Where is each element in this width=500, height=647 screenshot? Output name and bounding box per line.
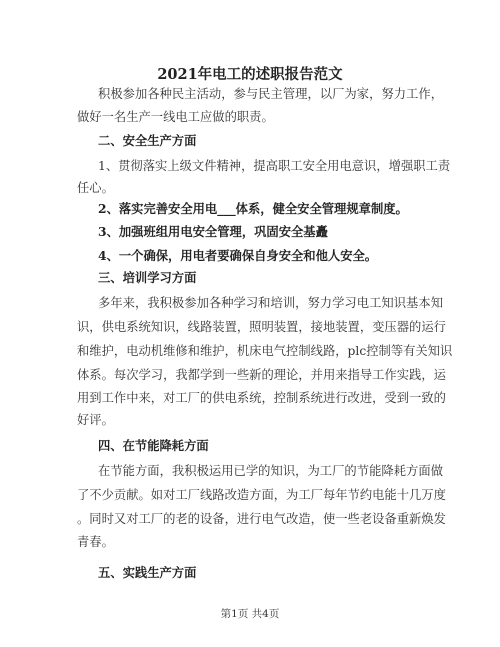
paragraph-line: 。同时又对工厂的老的设备，进行电气改造，使一些老设备重新焕发 [77,512,446,526]
list-item: 2、落实完善安全用电___体系，健全安全管理规章制度。 [98,201,408,216]
section-heading: 二、安全生产方面 [98,133,197,148]
paragraph-line: 做好一名生产一线电工应做的职责。 [77,110,274,124]
document-title: 2021年电工的述职报告范文 [157,66,343,83]
paragraph-line: 多年来，我积极参加各种学习和培训，努力学习电工知识基本知 [98,296,443,310]
paragraph-line: 和维护，电动机维修和维护，机床电气控制线路，plc控制等有关知识 [77,344,453,358]
paragraph-line: 青春。 [77,535,114,549]
paragraph-line: 用到工作中来，对工厂的供电系统，控制系统进行改进，受到一致的 [77,391,446,405]
section-heading: 四、在节能降耗方面 [98,438,209,453]
page-footer: 第1页 共4页 [220,608,280,620]
paragraph-line: 了不少贡献。如对工厂线路改造方面，为工厂每年节约电能十几万度 [77,488,446,502]
section-heading: 三、培训学习方面 [98,270,197,285]
list-item: 4、一个确保，用电者要确保自身安全和他人安全。 [98,248,378,263]
paragraph-line: 在节能方面，我积极运用已学的知识，为工厂的节能降耗方面做 [98,464,443,478]
paragraph-line: 积极参加各种民主活动，参与民主管理，以厂为家，努力工作， [98,87,443,101]
paragraph-line: 体系。每次学习，我都学到一些新的理论，并用来指导工作实践，运 [77,368,446,382]
paragraph-line: 任心。 [77,181,114,195]
paragraph-line: 1、贯彻落实上级文件精神，提高职工安全用电意识，增强职工责 [98,159,451,173]
list-item: 3、加强班组用电安全管理，巩固安全基矗 [98,224,328,239]
paragraph-line: 识，供电系统知识，线路装置，照明装置，接地装置，变压器的运行 [77,320,446,334]
paragraph-line: 好评。 [77,413,114,427]
section-heading: 五、实践生产方面 [98,565,197,580]
